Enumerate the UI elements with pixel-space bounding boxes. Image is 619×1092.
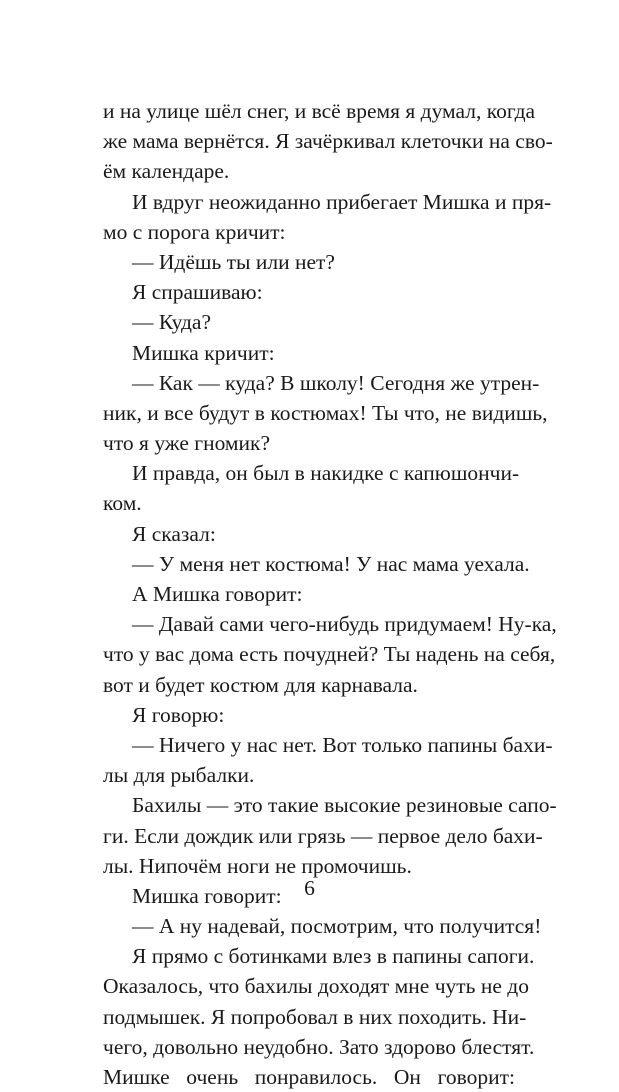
text-line: что у вас дома есть почудней? Ты надень на себя,: [103, 642, 556, 667]
text-line: же мама вернётся. Я зачёркивал клеточки на сво-: [103, 129, 553, 154]
text-line: Мишка кричит:: [132, 340, 275, 365]
text-line: А Мишка говорит:: [132, 582, 303, 606]
text-line: ком.: [103, 491, 142, 516]
text-line: лы для рыбалки.: [103, 763, 255, 788]
text-line: Мишке очень понравилось. Он говорит:: [103, 1065, 515, 1089]
text-line: Бахилы — это такие высокие резиновые сапо-: [132, 793, 557, 818]
text-line: — Как — куда? В школу! Сегодня же утрен-: [132, 370, 540, 395]
text-line: — Идёшь ты или нет?: [132, 249, 335, 274]
text-line: Я прямо с ботинками влез в папины сапоги.: [132, 944, 535, 969]
text-line: — Куда?: [132, 310, 212, 335]
text-line: Оказалось, что бахилы доходят мне чуть не до: [103, 974, 529, 999]
text-line: ём календаре.: [103, 159, 230, 184]
page-text-body: [103, 96, 557, 1092]
text-line: ник, и все будут в костюмах! Ты что, не видишь,: [103, 400, 548, 425]
text-line: — Давай сами чего-нибудь придумаем! Ну-ка,: [132, 612, 557, 637]
text-line: что я уже гномик?: [103, 431, 271, 456]
page-number: 6: [304, 876, 315, 900]
text-line: — У меня нет костюма! У нас мама уехала.: [132, 551, 530, 576]
text-line: лы. Нипочём ноги не промочишь.: [103, 853, 412, 878]
text-line: И правда, он был в накидке с капюшончи-: [132, 461, 520, 486]
text-line: мо с порога кричит:: [103, 219, 286, 244]
text-line: Я спрашиваю:: [132, 280, 263, 305]
text-line: чего, довольно неудобно. Зато здорово блестят.: [103, 1034, 535, 1059]
text-line: и на улице шёл снег, и всё время я думал, когда: [103, 99, 536, 123]
text-line: — Ничего у нас нет. Вот только папины бахи-: [132, 732, 553, 757]
text-line: — А ну надевай, посмотрим, что получится!: [132, 914, 542, 939]
text-line: И вдруг неожиданно прибегает Мишка и пря-: [132, 189, 552, 214]
text-line: вот и будет костюм для карнавала.: [103, 672, 418, 697]
text-line: Я говорю:: [132, 702, 225, 727]
text-line: Я сказал:: [132, 521, 216, 546]
text-line: подмышек. Я попробовал в них походить. Ни-: [103, 1004, 527, 1029]
text-line: ги. Если дождик или грязь — первое дело бахи-: [103, 823, 543, 848]
text-line: Мишка говорит:: [132, 883, 282, 908]
